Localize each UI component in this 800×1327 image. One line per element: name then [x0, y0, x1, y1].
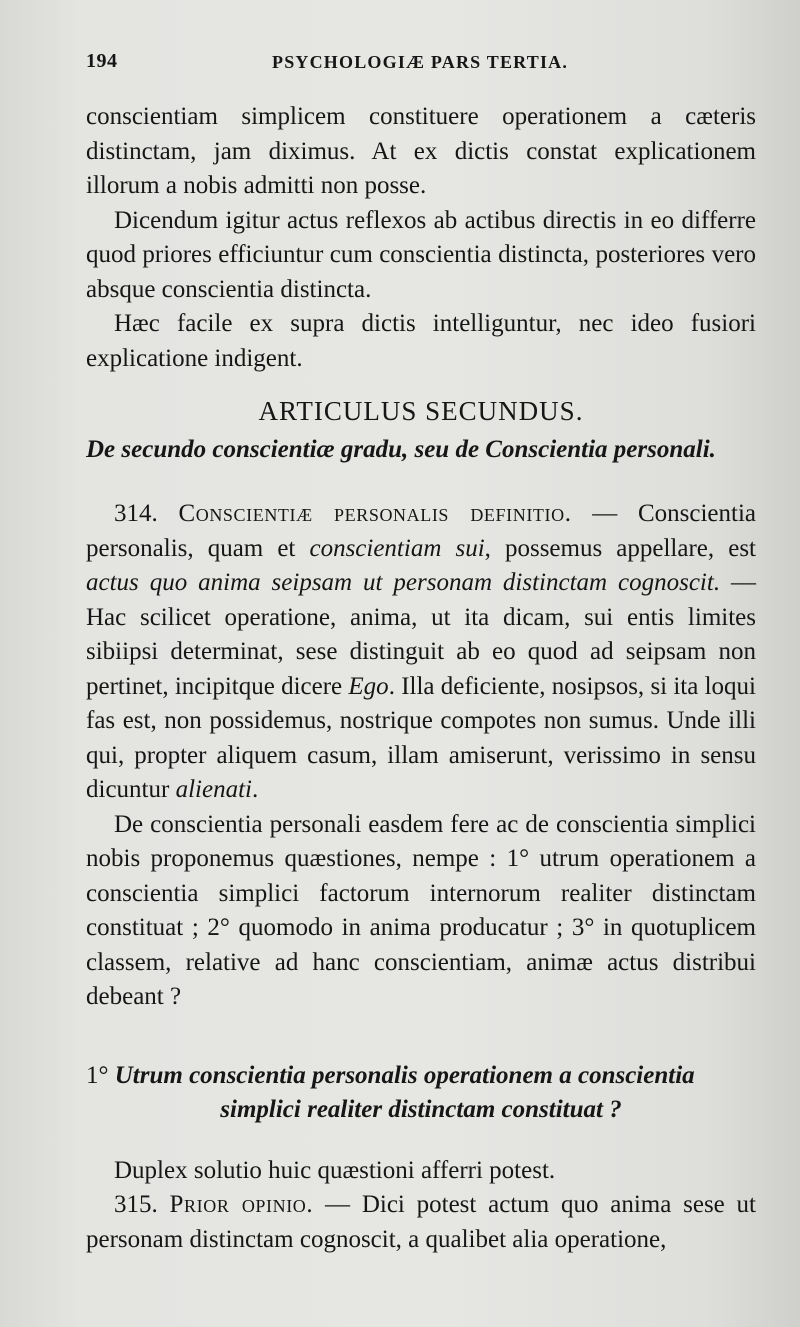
section-text: — Dici potest actum quo anima sese ut personam distinctam cognoscit, a qualibet alia operatione,	[86, 1191, 756, 1253]
emphasis-text: conscientiam sui	[309, 534, 485, 562]
question-1-title	[86, 1059, 756, 1128]
paragraph-3: Hæc facile ex supra dictis intelliguntur, nec ideo fusiori explicatione indigent.	[86, 310, 756, 372]
section-315	[86, 1188, 756, 1257]
question-number: 1°	[86, 1061, 109, 1089]
section-text: .	[251, 776, 259, 803]
section-314	[86, 497, 756, 808]
page-header	[86, 50, 736, 80]
section-text: — Hac scilicet operatione, anima, ut ita dicam, sui entis limites sibiipsi determinat, sese distinguit ab eo quod ad seipsam non pertinet, incipitque dicere	[86, 569, 757, 700]
definition-text: actus quo anima seipsam ut personam distinctam cognoscit.	[86, 569, 721, 596]
page-number: 194	[86, 50, 118, 72]
article-heading: ARTICULUS SECUNDUS.	[258, 396, 584, 426]
paragraph-duplex: Duplex solutio huic quæstioni afferri potest.	[114, 1156, 556, 1184]
page-body	[86, 100, 756, 1257]
section-title: Conscientiæ personalis definitio.	[178, 500, 572, 527]
paragraph-1: conscientiam simplicem constituere operationem a cæteris distinctam, jam diximus. At ex dictis constat explicationem illorum a nobis admitti non posse.	[86, 103, 756, 199]
paragraph-2: Dicendum igitur actus reflexos ab actibus directis in eo differre quod priores efficiuntur cum conscientia distincta, posteriores vero absque conscientia distincta.	[86, 206, 756, 303]
section-number: 315.	[114, 1191, 158, 1218]
question-line-2: simplici realiter distinctam constituat ?	[220, 1096, 622, 1123]
question-line-1: Utrum conscientia personalis operationem a conscientia	[114, 1061, 695, 1089]
section-text: . Illa deficiente, nosipsos, si ita loqui fas est, non possidemus, nostrique compotes non sumus. Unde illi qui, propter aliquem casum, illam amiserunt, verissimo in sensu dicuntur	[86, 672, 756, 803]
emphasis-text: Ego	[348, 672, 389, 700]
running-head: PSYCHOLOGIÆ PARS TERTIA.	[272, 52, 569, 72]
section-text: , possemus appellare, est	[484, 534, 756, 562]
section-number: 314.	[114, 500, 158, 527]
section-text: — Conscientia personalis, quam et	[86, 500, 757, 562]
article-subheading: De secundo conscientiæ gradu, seu de Conscientia personali.	[86, 435, 716, 463]
emphasis-text: alienati	[175, 776, 252, 803]
section-title: Prior opinio.	[169, 1191, 314, 1218]
paragraph-questions: De conscientia personali easdem fere ac de conscientia simplici nobis proponemus quæstiones, nempe : 1° utrum operationem a conscientia simplici factorum internorum realiter distinctam constituat ; 2° quomodo in anima producatur ; 3° in quotuplicem classem, relative ad hanc conscientiam, animæ actus distribui debeant ?	[86, 810, 756, 1010]
